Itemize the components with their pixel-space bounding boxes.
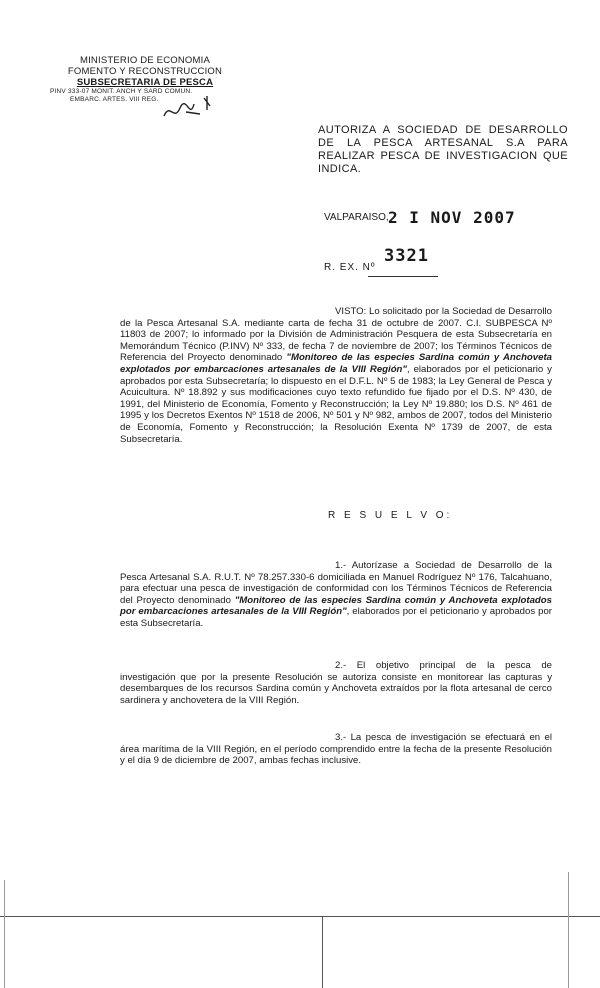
date-place: VALPARAISO, <box>324 212 389 223</box>
visto-project-title: "Monitoreo de las especies Sardina común y Anchoveta explotados por embarcaciones artesanales de la VIII Región" <box>120 352 552 375</box>
item-1-lead: 1.- Autorízase a Sociedad de Desarrollo de la <box>335 560 552 571</box>
item-3-lead: 3.- La pesca de investigación se efectuará en <box>335 732 541 743</box>
item-1-text-2: , elaborados por el peticionario y aprobados por esta Subsecretaría. <box>120 606 552 629</box>
ministry-name: MINISTERIO DE ECONOMIA <box>79 55 211 66</box>
item-1-paragraph <box>120 560 552 630</box>
item-3-text: el área marítima de la VIII Región, en el período comprendido entre la fecha de la presente Resolución y el día 9 de diciembre de 2007, ambas fechas inclusive. <box>120 732 552 767</box>
item-2-lead: 2.- El objetivo principal de la pesca de <box>335 660 552 671</box>
bottom-divider <box>322 916 323 988</box>
item-2-paragraph <box>120 660 552 706</box>
right-edge-mark <box>568 872 569 988</box>
bottom-rule <box>0 916 600 917</box>
initials-signature <box>160 92 220 128</box>
resolution-underline <box>368 276 438 277</box>
item-2-text: investigación que por la presente Resolución se autoriza consiste en monitorear las capturas y desembarques de los recursos Sardina común y Anchoveta extraídos por la flota artesanal de cerco sardinera y anchovetera de la VIII Región. <box>120 671 552 706</box>
visto-text-1: Lo solicitado por la Sociedad de Desarrollo de la Pesca Artesanal S.A. mediante carta de fecha 31 de octubre de 2007. C.I. SUBPESCA Nº 11803 de 2007; lo informado por la División de Administración Pesquera de esta Subsecretaría en Memorándum Técnico (P.INV) Nº 333, de fecha 7 de noviembre de 2007; los Términos Técnicos de Referencia del Proyecto denominado <box>120 306 552 364</box>
left-edge-mark <box>4 880 5 988</box>
ministry-subtitle: FOMENTO Y RECONSTRUCCION <box>67 66 223 77</box>
reference-code-2: EMBARC. ARTES. VIII REG. <box>70 96 159 103</box>
item-1-project-title: "Monitoreo de las especies Sardina común y Anchoveta explotados por embarcaciones artesanales de la VIII Región" <box>120 594 552 618</box>
visto-text-2: , elaborados por el peticionario y aprobados por esta Subsecretaría; lo dispuesto en el D.F.L. Nº 5 de 1983; la Ley General de Pesca y Acuicultura. Nº 18.892 y sus modificaciones cuyo texto refundido fue fijado por el D.S. Nº 430, de 1991, del Ministerio de Economía, Fomento y Reconstrucción; la Ley Nº 19.880; los D.S. Nº 461 de 1995 y los Decretos Exentos Nº 1518 de 2006, Nº 501 y Nº 982, ambos de 2007, todos del Ministerio de Economía, Fomento y Reconstrucción; la Resolución Exenta Nº 1739 de 2007, de esta Subsecretaría. <box>120 363 552 445</box>
visto-lead: VISTO: <box>335 306 367 317</box>
subject-text: AUTORIZA A SOCIEDAD DE DESARROLLO DE LA PESCA ARTESANAL S.A PARA REALIZAR PESCA DE INVESTIGACION QUE INDICA. <box>318 124 568 175</box>
visto-paragraph <box>120 306 552 445</box>
resuelvo-heading: R E S U E L V O: <box>328 510 453 521</box>
item-3-paragraph <box>120 732 552 767</box>
reference-code: PINV 333-07 MONIT. ANCH Y SARD COMUN. <box>50 88 193 95</box>
date-stamp: 2 I NOV 2007 <box>388 208 516 227</box>
item-1-text-1: Pesca Artesanal S.A. R.U.T. Nº 78.257.330-6 domiciliada en Manuel Rodríguez Nº 176, Talcahuano, para efectuar una pesca de investigación de conformidad con los Términos Técnicos de Referencia del Proyecto denominado <box>120 571 552 606</box>
resolution-number: 3321 <box>384 246 429 266</box>
resolution-label: R. EX. Nº <box>324 262 376 273</box>
subsecretaria-name: SUBSECRETARIA DE PESCA <box>76 77 214 88</box>
